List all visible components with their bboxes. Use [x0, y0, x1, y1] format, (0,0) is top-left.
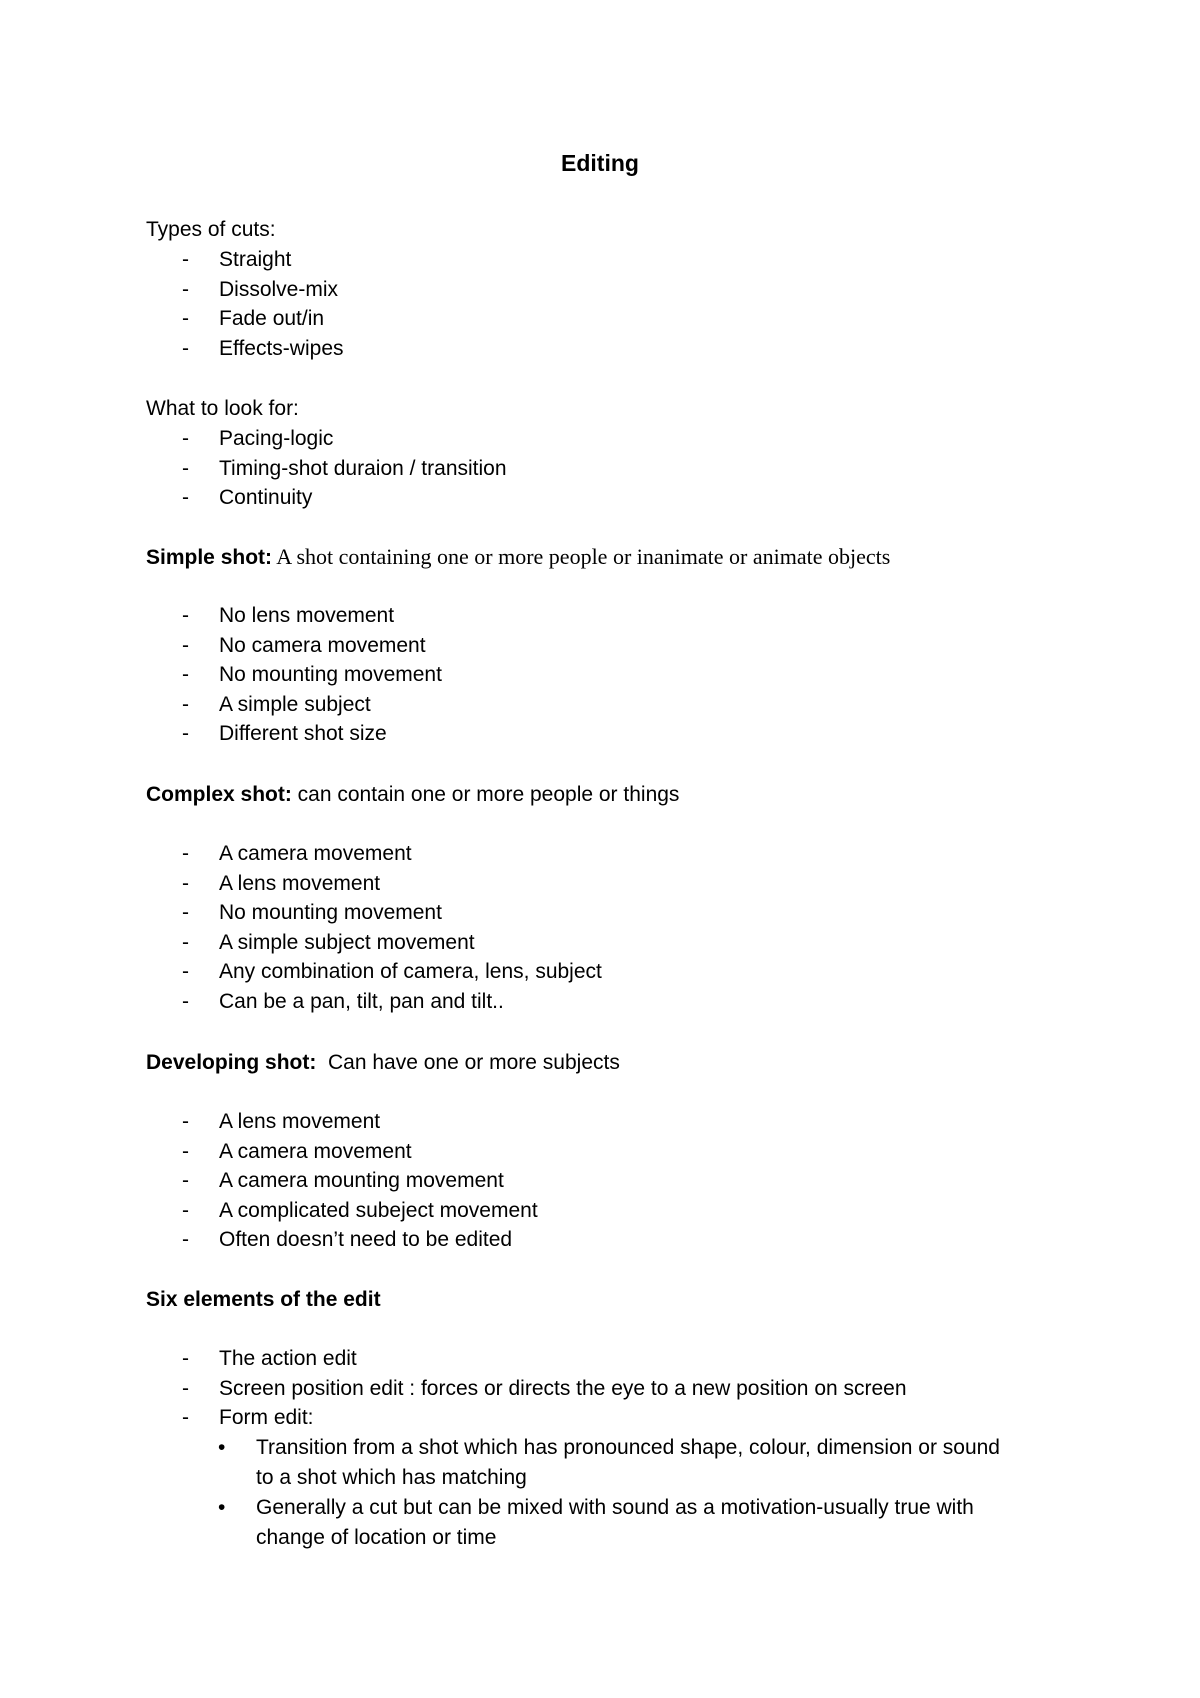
section-heading	[146, 542, 890, 572]
list-item-text: Often doesn’t need to be edited	[219, 1228, 513, 1252]
list-item	[146, 483, 507, 513]
sub-list-item	[146, 1493, 1000, 1553]
list-item-text: Continuity	[219, 486, 313, 510]
list-item	[146, 1107, 620, 1137]
dash-bullet: -	[182, 307, 189, 331]
dash-bullet: -	[182, 1406, 189, 1430]
dash-bullet: -	[182, 456, 189, 480]
sub-item-line: Transition from a shot which has pronounced shape, colour, dimension or sound	[256, 1435, 1000, 1459]
dash-bullet: -	[182, 663, 189, 687]
heading-description: A shot containing one or more people or inanimate or animate objects	[272, 544, 891, 569]
heading-label: Six elements of the edit	[146, 1288, 381, 1311]
list-item	[146, 869, 679, 899]
list-item-text: Form edit:	[219, 1406, 314, 1430]
dash-bullet: -	[182, 604, 189, 627]
section-heading	[146, 1048, 620, 1078]
list-item	[146, 245, 344, 275]
list-item	[146, 1344, 1000, 1374]
list-item	[146, 1137, 620, 1167]
list-item-text: Screen position edit : forces or directs the eye to a new position on screen	[219, 1376, 907, 1400]
list-item-text: No lens movement	[219, 604, 395, 627]
dash-bullet: -	[182, 871, 189, 895]
list-item	[146, 660, 890, 690]
list-item	[146, 928, 679, 958]
dash-bullet: -	[182, 1376, 189, 1400]
list-item	[146, 1403, 1000, 1433]
section-complex-shot	[146, 780, 679, 1017]
dash-bullet: -	[182, 486, 189, 510]
dash-bullet: -	[182, 1198, 189, 1222]
sub-item-line: to a shot which has matching	[256, 1465, 527, 1489]
list-item	[146, 631, 890, 661]
list-item	[146, 1166, 620, 1196]
list-item-text: A lens movement	[219, 871, 381, 895]
dash-bullet: -	[182, 1228, 189, 1252]
list-item	[146, 1225, 620, 1255]
list-item-text: Fade out/in	[219, 307, 325, 331]
list-item	[146, 1374, 1000, 1404]
dash-bullet: -	[182, 692, 189, 716]
heading-label: Complex shot:	[146, 783, 292, 806]
list-item-text: A camera movement	[219, 842, 412, 865]
dash-bullet: -	[182, 1110, 189, 1133]
list-item	[146, 987, 679, 1017]
section-developing-shot	[146, 1048, 620, 1255]
list-item-text: A camera movement	[219, 1139, 412, 1163]
list-item	[146, 601, 890, 631]
list-item	[146, 424, 507, 454]
list-item-text: A camera mounting movement	[219, 1169, 504, 1193]
dash-bullet: -	[182, 722, 189, 746]
list-item	[146, 334, 344, 364]
section-what-to-look-for	[146, 394, 507, 513]
section-heading	[146, 1285, 1000, 1315]
list-item-text: A simple subject	[219, 692, 371, 716]
list-item-text: No mounting movement	[219, 663, 442, 687]
dash-bullet: -	[182, 1347, 189, 1370]
list-item-text: Dissolve-mix	[219, 277, 339, 301]
sub-item-line: change of location or time	[256, 1525, 497, 1549]
list-item-text: Effects-wipes	[219, 336, 344, 360]
dash-bullet: -	[182, 633, 189, 657]
list-item	[146, 1196, 620, 1226]
round-bullet: •	[218, 1435, 226, 1459]
round-bullet: •	[218, 1495, 226, 1519]
dash-bullet: -	[182, 989, 189, 1013]
dash-bullet: -	[182, 248, 189, 271]
list-item	[146, 454, 507, 484]
list-item-text: A lens movement	[219, 1110, 381, 1133]
sub-list-item	[146, 1433, 1000, 1493]
list-item-text: The action edit	[219, 1347, 357, 1370]
dash-bullet: -	[182, 930, 189, 954]
list-item	[146, 898, 679, 928]
list-item-text: A simple subject movement	[219, 930, 475, 954]
section-heading: What to look for:	[146, 397, 299, 420]
heading-description: can contain one or more people or things	[291, 783, 680, 806]
heading-label: Simple shot:	[146, 546, 273, 569]
section-heading	[146, 780, 679, 810]
list-item-text: Pacing-logic	[219, 427, 334, 450]
list-item-text: No camera movement	[219, 633, 426, 657]
list-item	[146, 690, 890, 720]
dash-bullet: -	[182, 427, 189, 450]
dash-bullet: -	[182, 1139, 189, 1163]
section-heading: Types of cuts:	[146, 218, 276, 241]
list-item-text: Straight	[219, 248, 292, 271]
dash-bullet: -	[182, 901, 189, 925]
list-item	[146, 275, 344, 305]
list-item	[146, 839, 679, 869]
dash-bullet: -	[182, 277, 189, 301]
list-item-text: No mounting movement	[219, 901, 442, 925]
list-item-text: Different shot size	[219, 722, 387, 746]
dash-bullet: -	[182, 1169, 189, 1193]
list-item-text: Any combination of camera, lens, subject	[219, 960, 602, 984]
list-item-text: Can be a pan, tilt, pan and tilt..	[219, 989, 504, 1013]
sub-item-line: Generally a cut but can be mixed with sound as a motivation-usually true with	[256, 1495, 974, 1519]
dash-bullet: -	[182, 960, 189, 984]
section-six-elements	[146, 1285, 1000, 1553]
heading-label: Developing shot:	[146, 1051, 317, 1074]
list-item-text: Timing-shot duraion / transition	[219, 456, 507, 480]
dash-bullet: -	[182, 842, 189, 865]
section-types-of-cuts	[146, 215, 344, 363]
dash-bullet: -	[182, 336, 189, 360]
list-item	[146, 304, 344, 334]
page-title: Editing	[561, 150, 639, 176]
section-simple-shot	[146, 542, 890, 749]
heading-description: Can have one or more subjects	[316, 1051, 620, 1074]
list-item-text: A complicated subeject movement	[219, 1198, 538, 1222]
list-item	[146, 719, 890, 749]
list-item	[146, 957, 679, 987]
